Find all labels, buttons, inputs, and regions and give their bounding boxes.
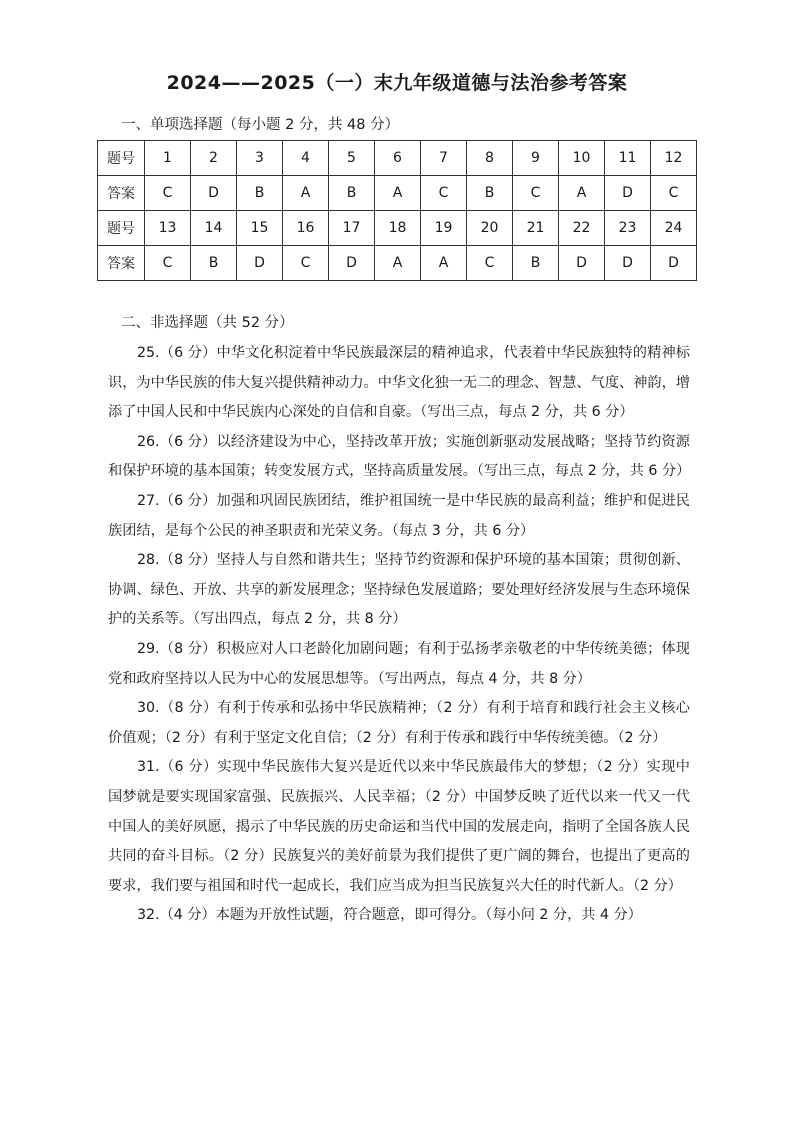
answer-cell: A bbox=[375, 246, 421, 281]
question-number-row bbox=[98, 211, 697, 246]
question-number: 23 bbox=[605, 211, 651, 246]
question-number: 21 bbox=[513, 211, 559, 246]
section-1-heading: 一、单项选择题（每小题 2 分，共 48 分） bbox=[121, 117, 400, 133]
answer-cell: B bbox=[237, 176, 283, 211]
question-number: 2 bbox=[191, 141, 237, 176]
question-number: 1 bbox=[145, 141, 191, 176]
question-number: 8 bbox=[467, 141, 513, 176]
question-number: 6 bbox=[375, 141, 421, 176]
question-number: 11 bbox=[605, 141, 651, 176]
question-number: 4 bbox=[283, 141, 329, 176]
question-number: 20 bbox=[467, 211, 513, 246]
question-number: 7 bbox=[421, 141, 467, 176]
answer-item-29: 29.（8 分）积极应对人口老龄化加剧问题；有利于弘扬孝亲敬老的中华传统美德；体现党和政府坚持以人民为中心的发展思想等。（写出两点，每点 4 分，共 8 分） bbox=[108, 640, 690, 687]
answer-cell: C bbox=[513, 176, 559, 211]
row-label-question: 题号 bbox=[98, 141, 145, 176]
question-number: 15 bbox=[237, 211, 283, 246]
answer-cell: D bbox=[329, 246, 375, 281]
answer-cell: D bbox=[559, 246, 605, 281]
answer-paragraphs bbox=[108, 339, 690, 931]
question-number: 10 bbox=[559, 141, 605, 176]
answer-cell: A bbox=[559, 176, 605, 211]
question-number: 19 bbox=[421, 211, 467, 246]
answer-item-30: 30.（8 分）有利于传承和弘扬中华民族精神；（2 分）有利于培育和践行社会主义核心价值观；（2 分）有利于坚定文化自信；（2 分）有利于传承和践行中华传统美德。（2 分） bbox=[108, 700, 690, 746]
question-number: 16 bbox=[283, 211, 329, 246]
answer-cell: B bbox=[467, 176, 513, 211]
answer-item-25: 25.（6 分）中华文化积淀着中华民族最深层的精神追求，代表着中华民族独特的精神标识，为中华民族的伟大复兴提供精神动力。中华文化独一无二的理念、智慧、气度、神韵，增添了中国人民和中华民族内心深处的自信和自豪。（写出三点，每点 2 分，共 6 分） bbox=[108, 345, 690, 421]
answer-item-31: 31.（6 分）实现中华民族伟大复兴是近代以来中华民族最伟大的梦想；（2 分）实现中国梦就是要实现国家富强、民族振兴、人民幸福；（2 分）中国梦反映了近代以来一代又一代中国人的美好夙愿，揭示了中华民族的历史命运和当代中国的发展走向，指明了全国各族人民共同的奋斗目标。（2 分）民族复兴的美好前景为我们提供了更广阔的舞台，也提出了更高的要求，我们要与祖国和时代一起成长，我们应当成为担当民族复兴大任的时代新人。（2 分） bbox=[108, 759, 690, 894]
question-number: 24 bbox=[651, 211, 697, 246]
section-2-heading: 二、非选择题（共 52 分） bbox=[121, 315, 294, 331]
answer-cell: C bbox=[145, 246, 191, 281]
answer-item-28: 28.（8 分）坚持人与自然和谐共生；坚持节约资源和保护环境的基本国策；贯彻创新、协调、绿色、开放、共享的新发展理念；坚持绿色发展道路；要处理好经济发展与生态环境保护的关系等。（写出四点，每点 2 分，共 8 分） bbox=[108, 552, 690, 628]
answer-cell: D bbox=[651, 246, 697, 281]
answer-cell: B bbox=[329, 176, 375, 211]
answer-cell: D bbox=[191, 176, 237, 211]
answer-row bbox=[98, 176, 697, 211]
answer-cell: C bbox=[283, 246, 329, 281]
answer-cell: C bbox=[651, 176, 697, 211]
answer-cell: D bbox=[605, 176, 651, 211]
answer-cell: A bbox=[375, 176, 421, 211]
question-number: 13 bbox=[145, 211, 191, 246]
answer-cell: D bbox=[237, 246, 283, 281]
answer-cell: C bbox=[421, 176, 467, 211]
question-number: 5 bbox=[329, 141, 375, 176]
answer-cell: C bbox=[145, 176, 191, 211]
answer-cell: A bbox=[283, 176, 329, 211]
row-label-answer: 答案 bbox=[98, 246, 145, 281]
question-number: 17 bbox=[329, 211, 375, 246]
question-number: 22 bbox=[559, 211, 605, 246]
question-number: 18 bbox=[375, 211, 421, 246]
answer-cell: D bbox=[605, 246, 651, 281]
answer-cell: A bbox=[421, 246, 467, 281]
answer-cell: B bbox=[191, 246, 237, 281]
question-number: 12 bbox=[651, 141, 697, 176]
question-number: 9 bbox=[513, 141, 559, 176]
answer-row bbox=[98, 246, 697, 281]
document-title: 2024——2025（一）末九年级道德与法治参考答案 bbox=[166, 72, 628, 94]
question-number: 3 bbox=[237, 141, 283, 176]
answer-cell: B bbox=[513, 246, 559, 281]
answer-item-27: 27.（6 分）加强和巩固民族团结，维护祖国统一是中华民族的最高利益；维护和促进民族团结，是每个公民的神圣职责和光荣义务。（每点 3 分，共 6 分） bbox=[108, 492, 690, 539]
row-label-question: 题号 bbox=[98, 211, 145, 246]
answer-item-32: 32.（4 分）本题为开放性试题，符合题意，即可得分。（每小问 2 分，共 4 分） bbox=[137, 907, 642, 924]
answer-item-26: 26.（6 分）以经济建设为中心，坚持改革开放；实施创新驱动发展战略；坚持节约资源和保护环境的基本国策；转变发展方式，坚持高质量发展。（写出三点，每点 2 分，共 6 分） bbox=[108, 433, 691, 480]
row-label-answer: 答案 bbox=[98, 176, 145, 211]
question-number-row bbox=[98, 141, 697, 176]
question-number: 14 bbox=[191, 211, 237, 246]
answer-cell: C bbox=[467, 246, 513, 281]
answer-table bbox=[97, 140, 697, 281]
